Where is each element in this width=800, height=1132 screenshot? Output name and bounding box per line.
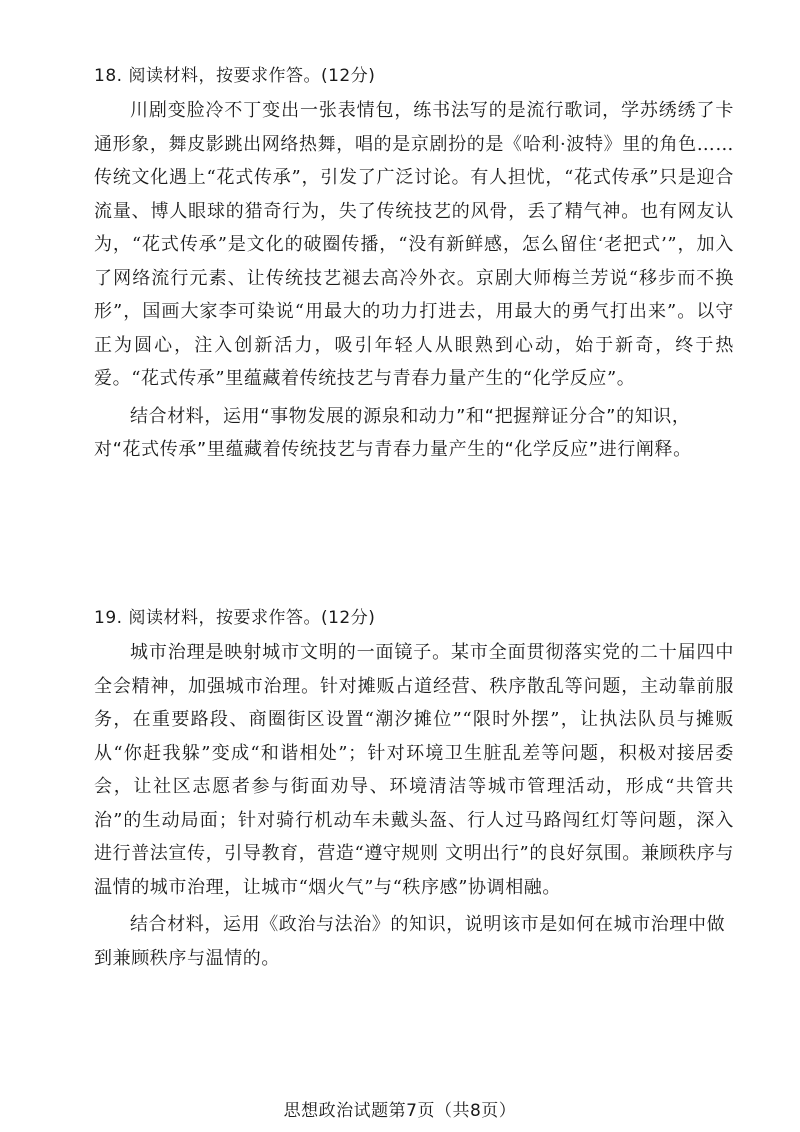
question-19-task: 结合材料，运用《政治与法治》的知识，说明该市是如何在城市治理中做到兼顾秩序与温情的。 [94, 914, 726, 969]
question-19 [94, 604, 734, 975]
question-18-title: 18. 阅读材料，按要求作答。(12分) [94, 66, 376, 86]
question-18-material: 川剧变脸冷不丁变出一张表情包，练书法写的是流行歌词，学苏绣绣了卡通形象，舞皮影跳出网络热舞，唱的是京剧扮的是《哈利·波特》里的角色……传统文化遇上“花式传承”，引发了广泛讨论。有人担忧，“花式传承”只是迎合流量、博人眼球的猎奇行为，失了传统技艺的风骨，丢了精气神。也有网友认为，“花式传承”是文化的破圈传播，“没有新鲜感，怎么留住‘老把式’”，加入了网络流行元素、让传统技艺褪去高冷外衣。京剧大师梅兰芳说“移步而不换形”，国画大家李可染说“用最大的功力打进去，用最大的勇气打出来”。以守正为圆心，注入创新活力，吸引年轻人从眼熟到心动，始于新奇，终于热爱。“花式传承”里蕴藏着传统技艺与青春力量产生的“化学反应”。 [94, 100, 734, 389]
question-19-title: 19. 阅读材料，按要求作答。(12分) [94, 608, 376, 628]
question-19-material: 城市治理是映射城市文明的一面镜子。某市全面贯彻落实党的二十届四中全会精神，加强城市治理。针对摊贩占道经营、秩序散乱等问题，主动靠前服务，在重要路段、商圈街区设置“潮汐摊位”“限时外摆”，让执法队员与摊贩从“你赶我躲”变成“和谐相处”；针对环境卫生脏乱差等问题，积极对接居委会，让社区志愿者参与街面劝导、环境清洁等城市管理活动，形成“共管共治”的生动局面；针对骑行机动车未戴头盔、行人过马路闯红灯等问题，深入进行普法宣传，引导教育，营造“遵守规则 文明出行”的良好氛围。兼顾秩序与温情的城市治理，让城市“烟火气”与“秩序感”协调相融。 [94, 642, 734, 898]
page-footer: 思想政治试题第7页（共8页） [283, 1101, 517, 1121]
question-18 [94, 62, 734, 467]
question-18-task: 结合材料，运用“事物发展的源泉和动力”和“把握辩证分合”的知识，对“花式传承”里蕴藏着传统技艺与青春力量产生的“化学反应”进行阐释。 [94, 405, 692, 460]
